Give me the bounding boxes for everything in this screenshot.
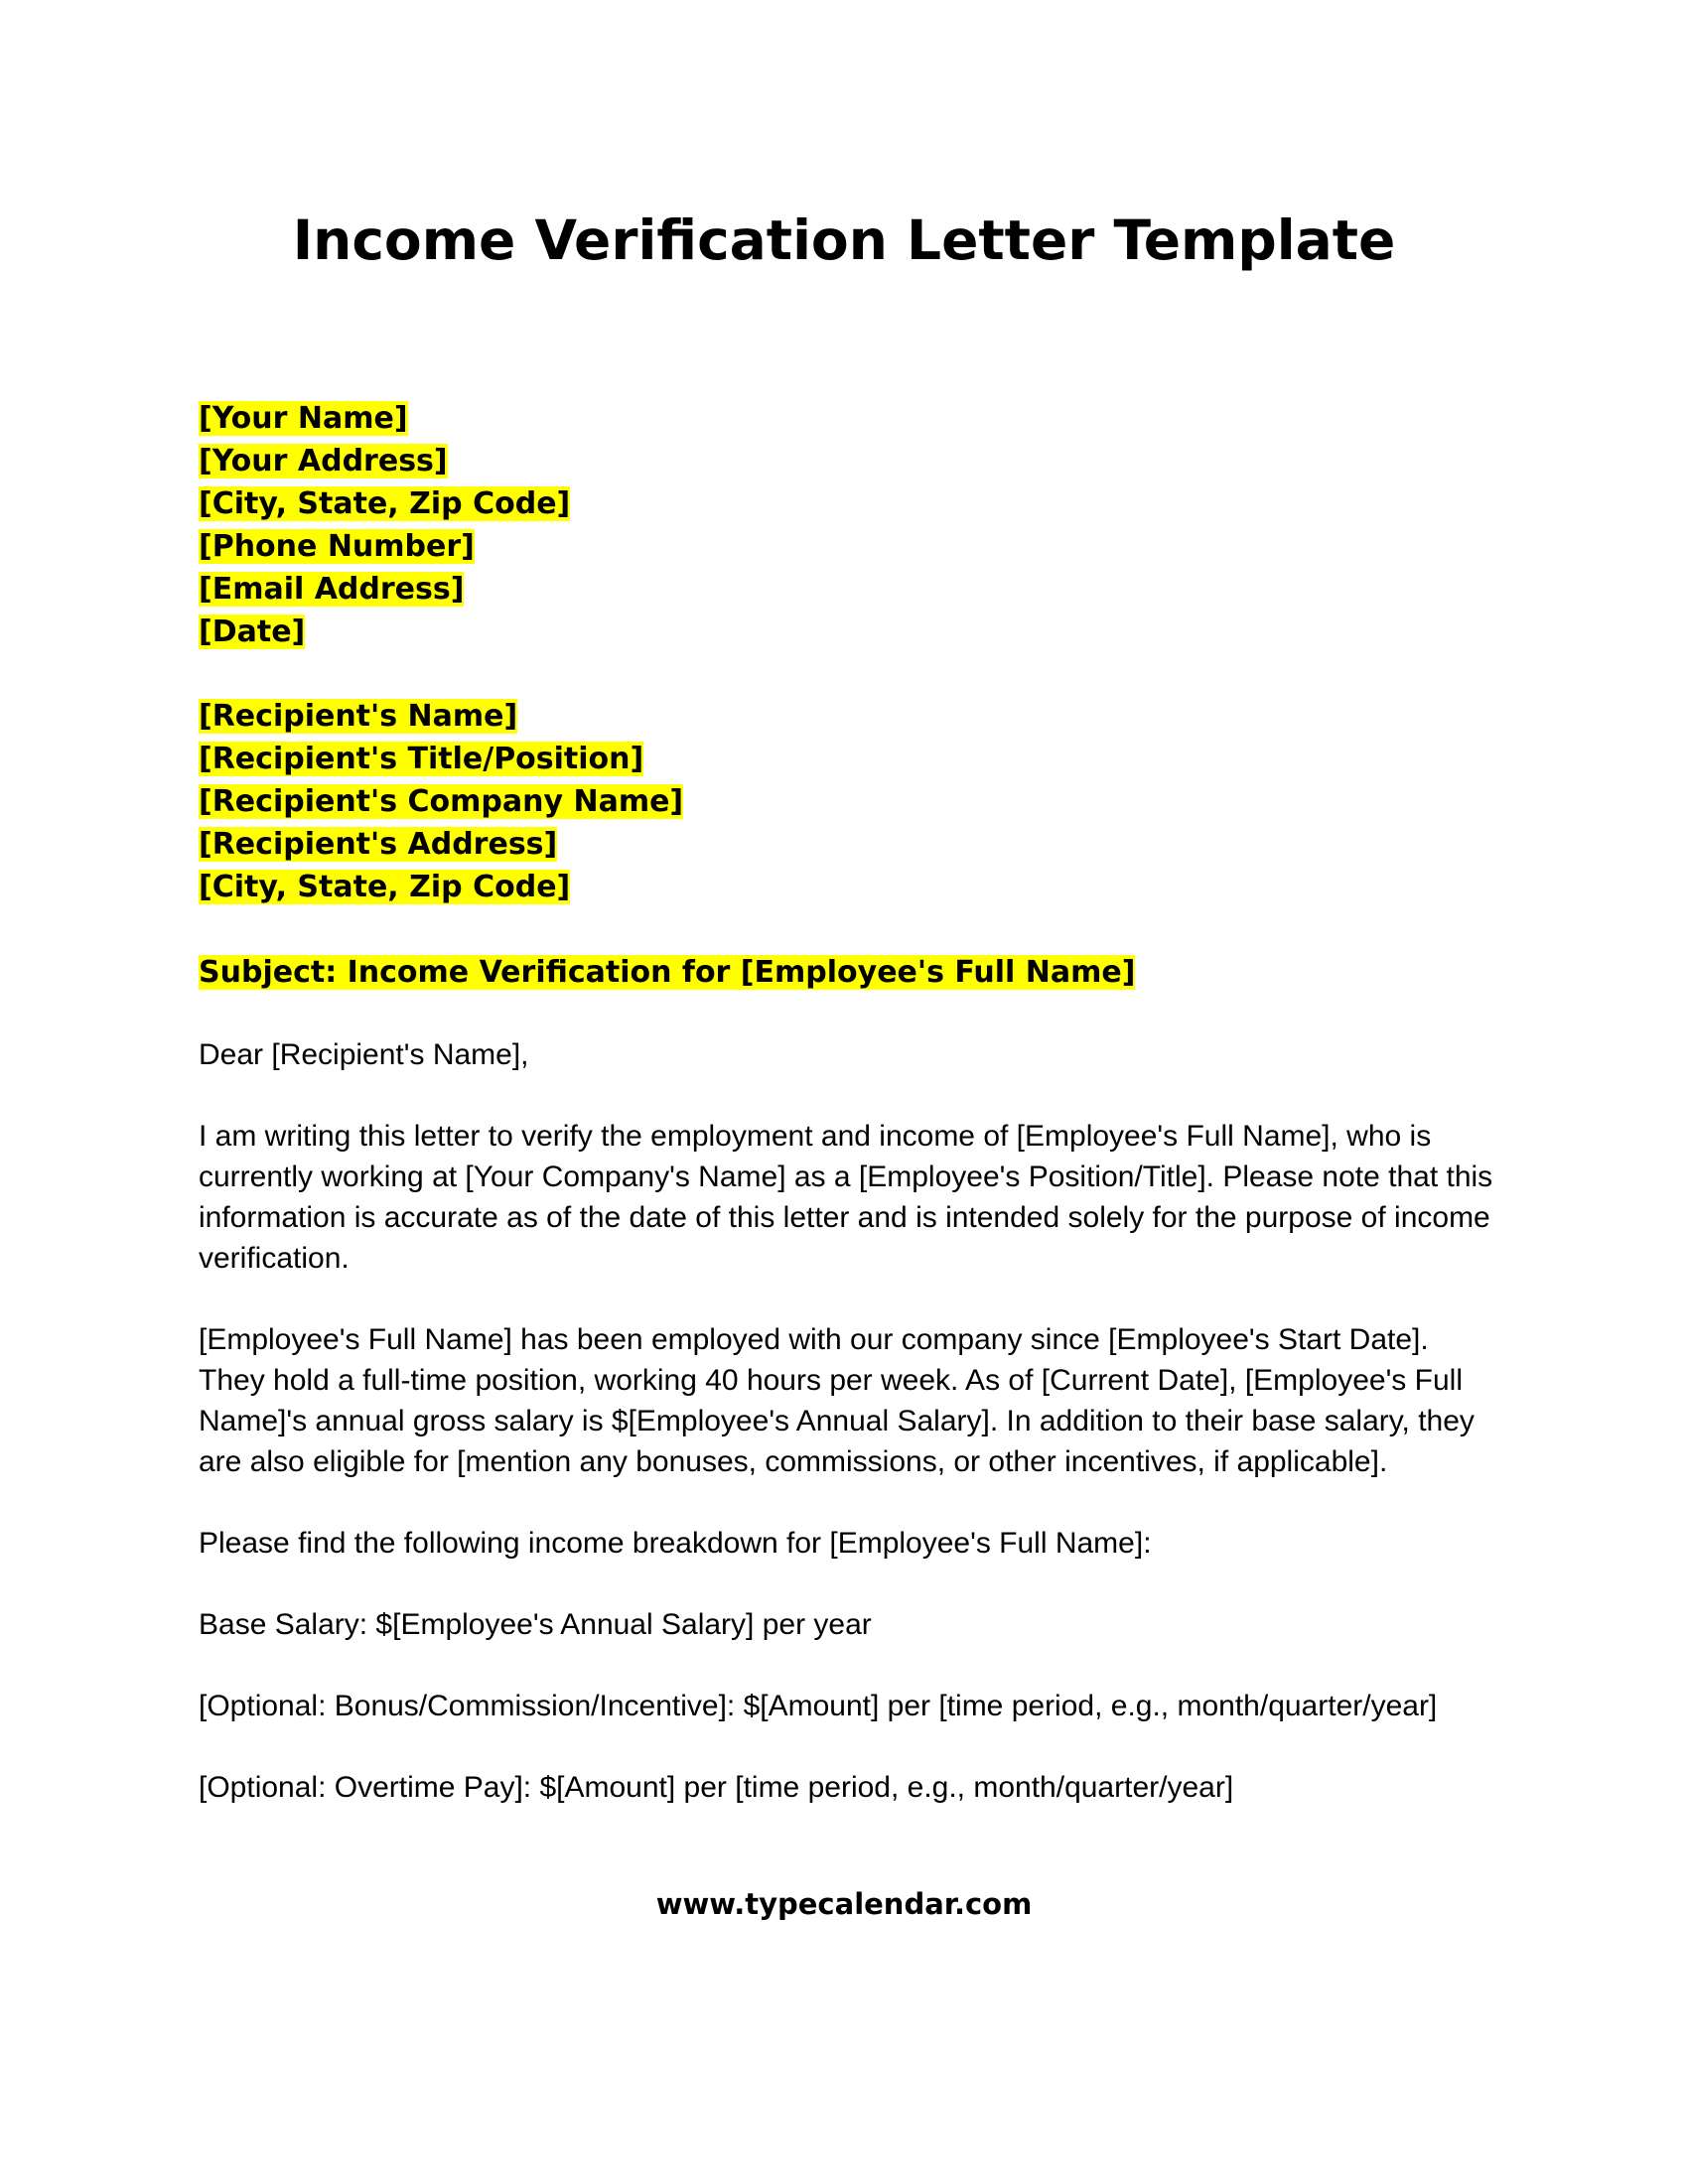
overtime-line: [Optional: Overtime Pay]: $[Amount] per [time period, e.g., month/quarter/year]: [199, 1771, 1234, 1804]
base-salary-line: Base Salary: $[Employee's Annual Salary] per year: [199, 1608, 872, 1641]
sender-date: [Date]: [199, 614, 306, 649]
sender-block: [199, 397, 1499, 653]
spacer: [199, 1564, 1499, 1604]
subject-line: Subject: Income Verification for [Employee's Full Name]: [199, 955, 1136, 990]
footer-website: www.typecalendar.com: [655, 1887, 1033, 1921]
spacer: [199, 1726, 1499, 1767]
sender-city-state-zip: [City, State, Zip Code]: [199, 486, 571, 521]
sender-email: [Email Address]: [199, 572, 465, 607]
recipient-address: [Recipient's Address]: [199, 827, 558, 862]
bonus-line: [Optional: Bonus/Commission/Incentive]: $[Amount] per [time period, e.g., month/quarter/year]: [199, 1690, 1438, 1722]
spacer: [199, 1482, 1499, 1523]
spacer: [199, 1645, 1499, 1686]
spacer: [199, 653, 1499, 695]
sender-phone: [Phone Number]: [199, 529, 475, 564]
sender-address: [Your Address]: [199, 444, 448, 478]
paragraph-breakdown-intro: Please find the following income breakdown for [Employee's Full Name]:: [199, 1527, 1152, 1560]
paragraph-intro: I am writing this letter to verify the employment and income of [Employee's Full Name], who is currently working at [Your Company's Name] as a [Employee's Position/Title]. Please note that this information is accurate as of the date of this letter and is intended solely for the purpose of income verification.: [199, 1120, 1493, 1275]
recipient-block: [199, 695, 1499, 908]
page-title: Income Verification Letter Template: [292, 208, 1396, 272]
letter-body: [199, 397, 1499, 1808]
recipient-city-state-zip: [City, State, Zip Code]: [199, 870, 571, 904]
recipient-name: [Recipient's Name]: [199, 699, 518, 734]
recipient-company: [Recipient's Company Name]: [199, 784, 684, 819]
sender-name: [Your Name]: [199, 401, 408, 436]
spacer: [199, 908, 1499, 951]
paragraph-employment: [Employee's Full Name] has been employed with our company since [Employee's Start Date]. They hold a full-time position, working 40 hours per week. As of [Current Date], [Employee's Full Name]'s annual gross salary is $[Employee's Annual Salary]. In addition to their base salary, they are also eligible for [mention any bonuses, commissions, or other incentives, if applicable].: [199, 1323, 1475, 1478]
salutation: Dear [Recipient's Name],: [199, 1038, 529, 1071]
recipient-title: [Recipient's Title/Position]: [199, 742, 644, 776]
spacer: [199, 994, 1499, 1034]
spacer: [199, 1279, 1499, 1319]
spacer: [199, 1075, 1499, 1116]
